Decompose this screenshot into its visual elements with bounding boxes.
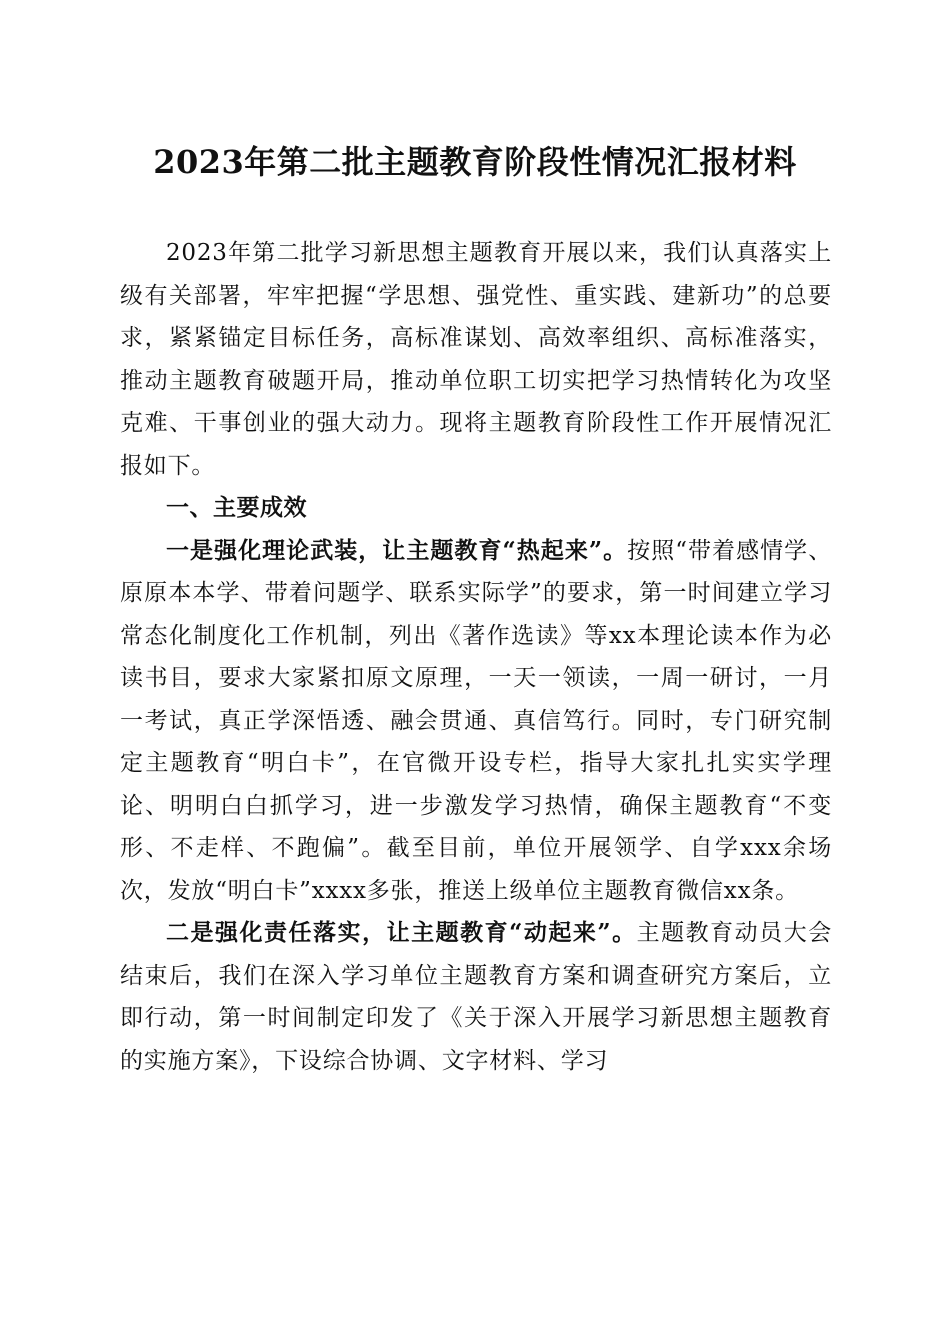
item1-paragraph [120, 530, 832, 913]
item1-body: 按照“带着感情学、原原本本学、带着问题学、联系实际学”的要求，第一时间建立学习常态化制度化工作机制，列出《著作选读》等xx本理论读本作为必读书目，要求大家紧扣原文原理，一天一领读，一周一研讨，一月一考试，真正学深悟透、融会贯通、真信笃行。同时，专门研究制定主题教育“明白卡”，在官微开设专栏，指导大家扎扎实实学理论、明明白白抓学习，进一步激发学习热情，确保主题教育“不变形、不走样、不跑偏”。截至目前，单位开展领学、自学xxx余场次，发放“明白卡”xxxx多张，推送上级单位主题教育微信xx条。 [120, 537, 832, 904]
item2-paragraph [120, 912, 832, 1082]
item2-lead: 二是强化责任落实，让主题教育“动起来”。 [166, 919, 637, 946]
document-title: 2023年第二批主题教育阶段性情况汇报材料 [153, 143, 797, 181]
item1-lead: 一是强化理论武装，让主题教育“热起来”。 [166, 536, 628, 564]
intro-paragraph: 2023年第二批学习新思想主题教育开展以来，我们认真落实上级有关部署，牢牢把握“学思想、强党性、重实践、建新功”的总要求，紧紧锚定目标任务，高标准谋划、高效率组织、高标准落实，推动主题教育破题开局，推动单位职工切实把学习热情转化为攻坚克难、干事创业的强大动力。现将主题教育阶段性工作开展情况汇报如下。 [120, 240, 832, 479]
document-body [120, 232, 832, 1082]
item2-body: 主题教育动员大会结束后，我们在深入学习单位主题教育方案和调查研究方案后，立即行动，第一时间制定印发了《关于深入开展学习新思想主题教育的实施方案》，下设综合协调、文字材料、学习 [120, 920, 832, 1074]
section-heading-main-results: 一、主要成效 [166, 495, 307, 521]
